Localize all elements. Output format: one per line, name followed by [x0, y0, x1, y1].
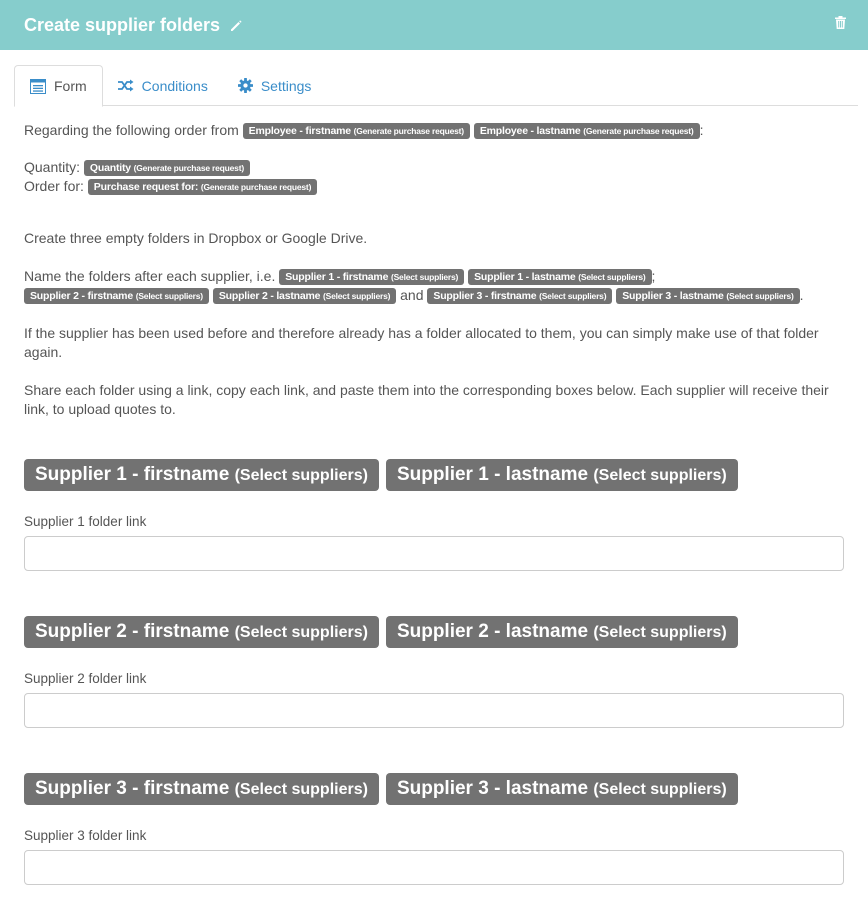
- supplier3-folder-link-label: Supplier 3 folder link: [24, 828, 147, 843]
- tab-form[interactable]: [14, 65, 103, 107]
- tag-source: (Select suppliers): [390, 272, 459, 282]
- supplier3-firstname-tag: [427, 288, 612, 304]
- page-title: Create supplier folders: [24, 14, 221, 35]
- tag-source: (Select suppliers): [726, 291, 794, 301]
- tag-source: (Select suppliers): [539, 291, 607, 301]
- quantity-line: [24, 158, 844, 177]
- trash-icon[interactable]: [835, 16, 846, 29]
- heading-source: (Select suppliers): [593, 467, 727, 484]
- tag-label: Supplier 3 - lastname: [622, 290, 724, 302]
- order-for-label: Order for:: [24, 178, 84, 194]
- tag-label: Supplier 2 - firstname: [30, 290, 133, 302]
- heading-label: Supplier 2 - firstname: [35, 621, 230, 642]
- heading-label: Supplier 3 - lastname: [396, 778, 589, 799]
- order-for-line: [24, 177, 844, 196]
- supplier-section-2: [24, 616, 844, 728]
- supplier1-folder-link-label: Supplier 1 folder link: [24, 514, 147, 529]
- employee-lastname-tag: [474, 123, 700, 139]
- heading-label: Supplier 3 - firstname: [35, 778, 230, 799]
- colon-text: :: [699, 122, 704, 138]
- regarding-line: [24, 121, 844, 140]
- and-text: and: [400, 287, 424, 303]
- tag-source: (Generate purchase request): [353, 126, 464, 136]
- tag-label: Purchase request for:: [93, 181, 199, 193]
- tab-conditions-label: Conditions: [141, 77, 208, 94]
- regarding-text: Regarding the following order from: [24, 122, 239, 138]
- tag-source: (Select suppliers): [578, 272, 646, 282]
- supplier1-folder-link-input[interactable]: [24, 536, 844, 571]
- heading-source: (Select suppliers): [234, 624, 368, 641]
- semicolon-text: ;: [651, 268, 656, 284]
- tab-settings[interactable]: [223, 65, 327, 106]
- supplier-section-1: [24, 459, 844, 571]
- tab-settings-label: Settings: [260, 77, 312, 94]
- supplier1-lastname-tag: [468, 269, 651, 285]
- supplier3-lastname-heading: [386, 773, 738, 805]
- employee-firstname-tag: [243, 123, 470, 139]
- supplier3-folder-link-input[interactable]: [24, 850, 844, 885]
- tag-source: (Select suppliers): [135, 291, 203, 301]
- heading-source: (Select suppliers): [593, 624, 727, 641]
- name-instruction: [24, 267, 844, 305]
- supplier3-lastname-tag: [616, 288, 799, 304]
- tag-label: Supplier 2 - lastname: [218, 290, 321, 302]
- heading-label: Supplier 2 - lastname: [396, 621, 589, 642]
- tag-label: Supplier 1 - firstname: [285, 271, 389, 283]
- heading-label: Supplier 1 - lastname: [396, 464, 589, 485]
- order-for-tag: [88, 179, 317, 195]
- supplier3-firstname-heading: [24, 773, 379, 805]
- tag-label: Quantity: [89, 162, 131, 174]
- supplier2-lastname-tag: [213, 288, 396, 304]
- tag-source: (Generate purchase request): [133, 163, 244, 173]
- tag-label: Supplier 3 - firstname: [433, 290, 537, 302]
- supplier1-firstname-tag: [279, 269, 464, 285]
- tag-label: Supplier 1 - lastname: [474, 271, 576, 283]
- quantity-label: Quantity:: [24, 159, 81, 175]
- tab-form-label: Form: [54, 78, 87, 94]
- form-icon: [30, 79, 46, 94]
- tag-source: (Select suppliers): [322, 291, 391, 301]
- heading-source: (Select suppliers): [234, 781, 368, 798]
- heading-source: (Select suppliers): [593, 781, 727, 798]
- tag-label: Employee - firstname: [248, 125, 351, 137]
- supplier2-firstname-heading: [24, 616, 379, 648]
- tag-source: (Generate purchase request): [200, 182, 312, 192]
- heading-label: Supplier 1 - firstname: [35, 464, 230, 485]
- form-body: [0, 121, 868, 885]
- supplier-section-3: [24, 773, 844, 885]
- header-bar: [0, 0, 868, 50]
- tab-conditions[interactable]: [103, 65, 223, 106]
- supplier2-firstname-tag: [24, 288, 209, 304]
- supplier2-folder-link-label: Supplier 2 folder link: [24, 671, 147, 686]
- pencil-icon[interactable]: [229, 19, 243, 33]
- tab-bar: [14, 65, 858, 106]
- supplier1-lastname-heading: [386, 459, 738, 491]
- gear-icon: [238, 78, 253, 93]
- supplier2-folder-link-input[interactable]: [24, 693, 844, 728]
- quantity-tag: [84, 160, 250, 176]
- tag-source: (Generate purchase request): [583, 126, 694, 136]
- name-text: Name the folders after each supplier, i.e.: [24, 268, 276, 284]
- reuse-instruction: If the supplier has been used before and therefore already has a folder allocated to them, you can simply make use of that folder again.: [24, 325, 819, 360]
- supplier2-lastname-heading: [386, 616, 738, 648]
- create-instruction: Create three empty folders in Dropbox or Google Drive.: [24, 230, 368, 246]
- shuffle-icon: [118, 79, 134, 92]
- supplier1-firstname-heading: [24, 459, 379, 491]
- period-text: .: [799, 287, 804, 303]
- tag-label: Employee - lastname: [479, 125, 581, 137]
- heading-source: (Select suppliers): [234, 467, 368, 484]
- share-instruction: Share each folder using a link, copy each link, and paste them into the corresponding boxes below. Each supplier will receive their link, to upload quotes to.: [24, 382, 829, 417]
